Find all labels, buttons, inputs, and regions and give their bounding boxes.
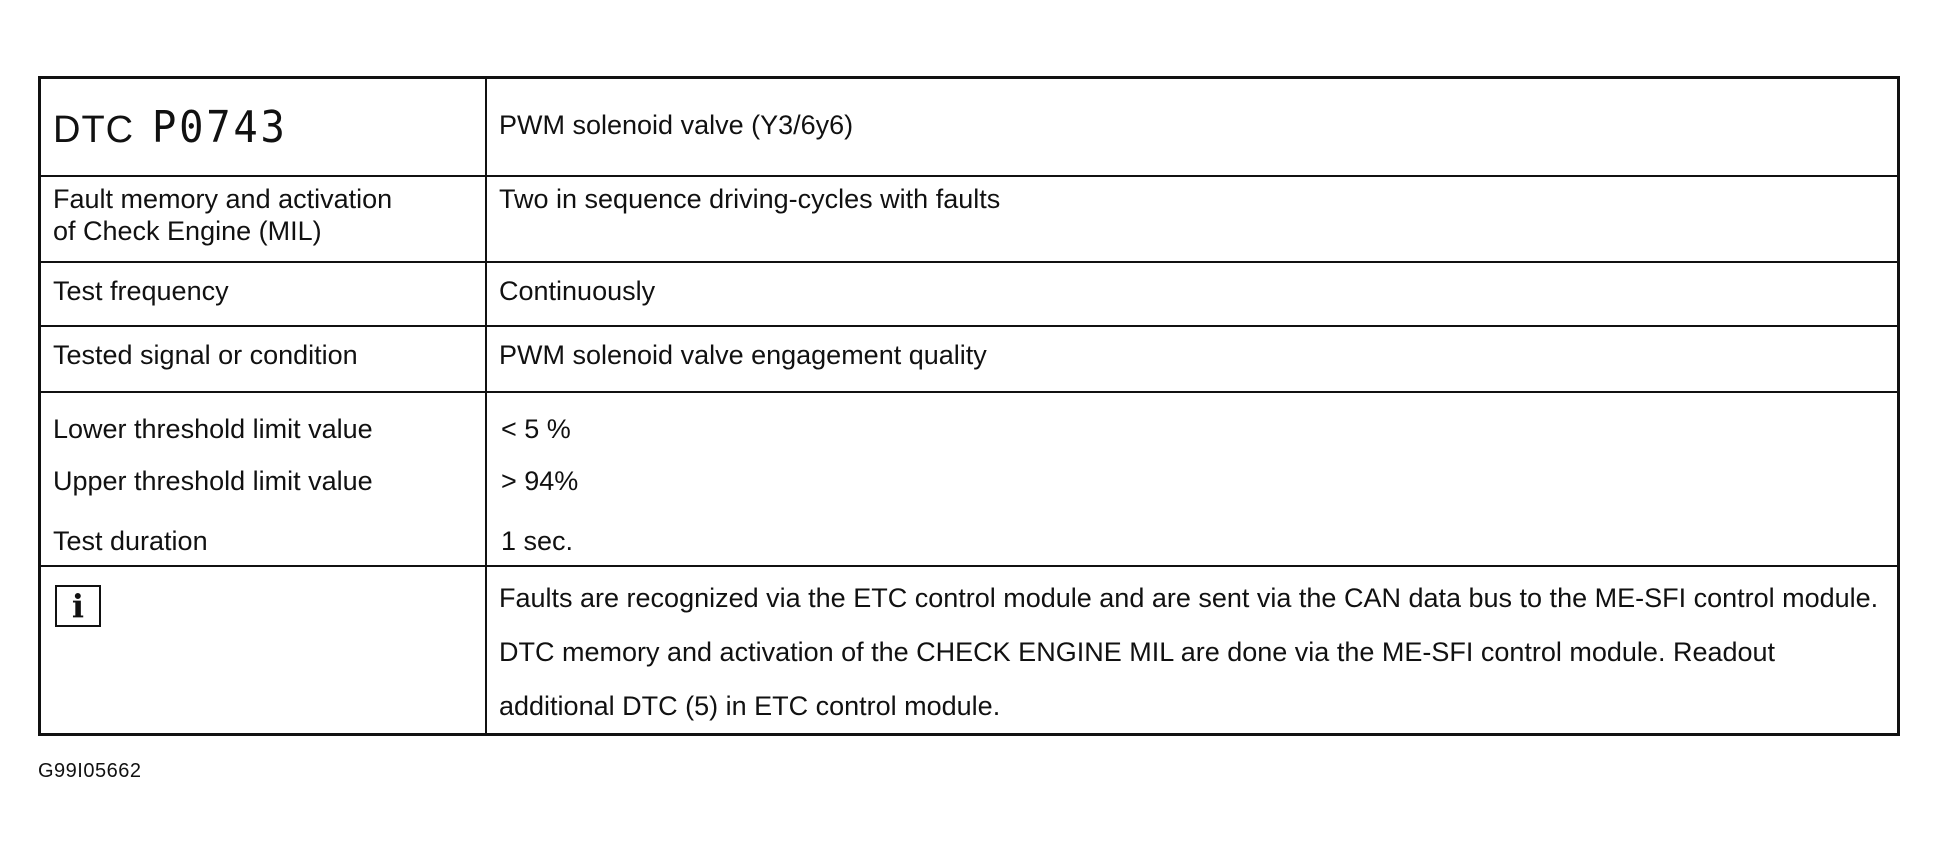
tested-signal-label: Tested signal or condition — [53, 340, 358, 370]
info-text-cell — [486, 566, 1899, 735]
info-note: Faults are recognized via the ETC control module and are sent via the CAN data bus to the ME-SFI control module. DTC memory and activation of the CHECK ENGINE MIL are done via the ME-SFI control module. Readout additional DTC (5) in ETC control module. — [499, 583, 1879, 721]
fault-memory-value: Two in sequence driving-cycles with faults — [499, 184, 1001, 214]
thresholds-label-cell — [40, 392, 487, 566]
table-row-tested-signal — [40, 326, 1899, 392]
test-duration-value: 1 sec. — [501, 526, 574, 556]
table-row-fault-memory — [40, 176, 1899, 262]
dtc-description: PWM solenoid valve (Y3/6y6) — [499, 110, 854, 140]
fault-memory-label-line1: Fault memory and activation — [53, 184, 393, 214]
fault-memory-label-line2: of Check Engine (MIL) — [53, 216, 322, 246]
dtc-value-cell — [486, 78, 1899, 177]
test-frequency-label: Test frequency — [53, 276, 229, 306]
lower-threshold-value: < 5 % — [501, 414, 571, 444]
dtc-label: DTC — [53, 108, 135, 151]
table-row-dtc — [40, 78, 1899, 177]
lower-threshold-label: Lower threshold limit value — [53, 414, 373, 444]
dtc-heading — [41, 102, 485, 153]
test-duration-label: Test duration — [53, 526, 208, 556]
upper-threshold-value: > 94% — [501, 466, 579, 496]
test-frequency-label-cell — [40, 262, 487, 326]
tested-signal-value: PWM solenoid valve engagement quality — [499, 340, 987, 370]
figure-code: G99I05662 — [38, 760, 142, 782]
fault-memory-label-cell — [40, 176, 487, 262]
thresholds-value-cell — [486, 392, 1899, 566]
info-icon: i — [55, 585, 101, 627]
info-icon-cell — [40, 566, 487, 735]
fault-memory-value-cell — [486, 176, 1899, 262]
upper-threshold-label: Upper threshold limit value — [53, 466, 373, 496]
tested-signal-label-cell — [40, 326, 487, 392]
tested-signal-value-cell — [486, 326, 1899, 392]
table-row-test-frequency — [40, 262, 1899, 326]
fault-memory-label — [41, 177, 485, 259]
dtc-label-cell — [40, 78, 487, 177]
test-frequency-value-cell — [486, 262, 1899, 326]
dtc-table — [38, 76, 1900, 736]
dtc-code: P0743 — [152, 101, 288, 153]
table-row-info — [40, 566, 1899, 735]
table-row-thresholds — [40, 392, 1899, 566]
test-frequency-value: Continuously — [499, 276, 656, 306]
